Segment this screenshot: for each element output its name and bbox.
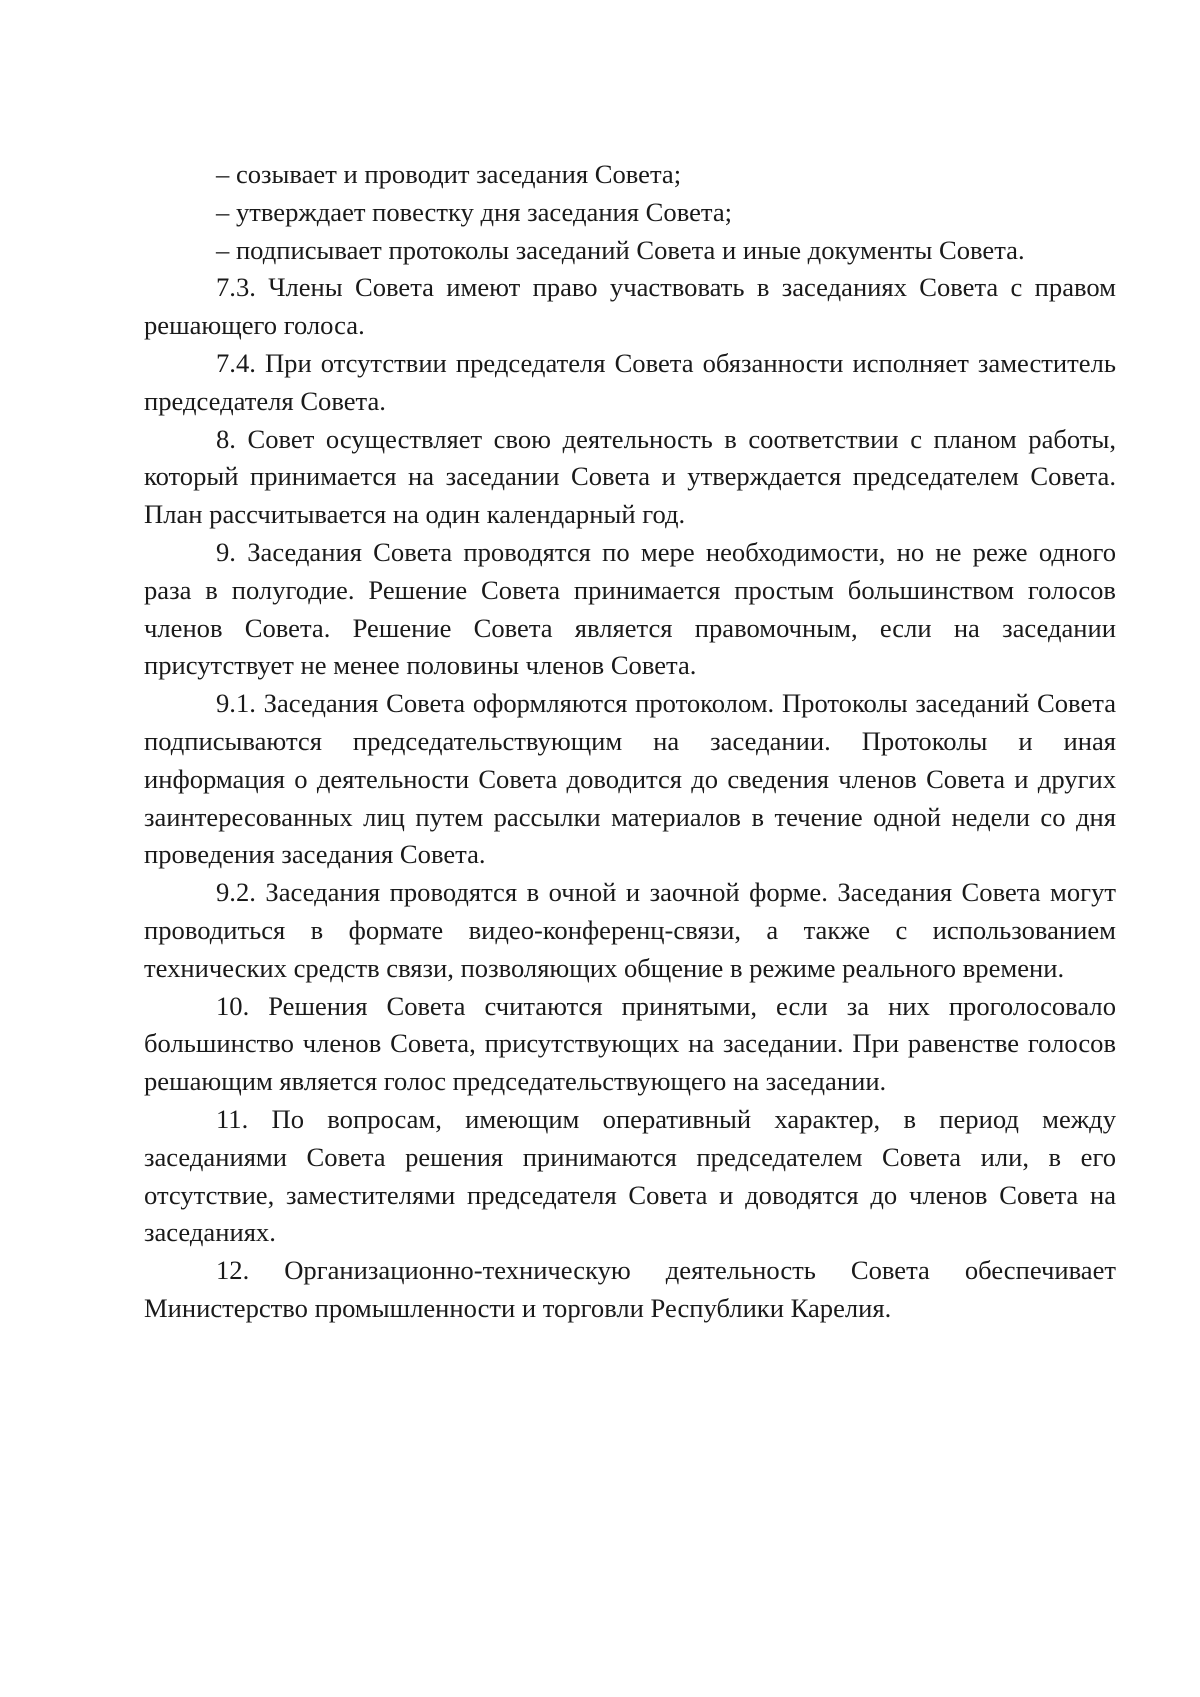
clause-7-3: 7.3. Члены Совета имеют право участвовать в заседаниях Совета с правом решающего голоса. bbox=[144, 272, 1116, 341]
clause-9-2: 9.2. Заседания проводятся в очной и заочной форме. Заседания Совета могут проводиться в формате видео-конференц-связи, а также с использованием технических средств связи, позволяющих общение в режиме реального времени. bbox=[144, 877, 1116, 983]
list-item-convenes-meetings: – созывает и проводит заседания Совета; bbox=[216, 159, 682, 189]
list-item-signs-protocols: – подписывает протоколы заседаний Совета и иные документы Совета. bbox=[216, 234, 1025, 265]
clause-9-1: 9.1. Заседания Совета оформляются протоколом. Протоколы заседаний Совета подписываются председательствующим на заседании. Протоколы и иная информация о деятельности Совета доводится до сведения членов Совета и других заинтересованных лиц путем рассылки материалов в течение одной недели со дня проведения заседания Совета. bbox=[144, 688, 1116, 870]
clause-12: 12. Организационно-техническую деятельность Совета обеспечивает Министерство промышленности и торговли Республики Карелия. bbox=[144, 1255, 1116, 1323]
list-item-approves-agenda: – утверждает повестку дня заседания Совета; bbox=[216, 196, 733, 227]
clause-10: 10. Решения Совета считаются принятыми, если за них проголосовало большинство членов Совета, присутствующих на заседании. При равенстве голосов решающим является голос председательствующего на заседании. bbox=[144, 990, 1116, 1097]
clause-11: 11. По вопросам, имеющим оперативный характер, в период между заседаниями Совета решения принимаются председателем Совета или, в его отсутствие, заместителями председателя Совета и доводятся до членов Совета на заседаниях. bbox=[144, 1103, 1116, 1248]
clause-7-4: 7.4. При отсутствии председателя Совета обязанности исполняет заместитель председателя Совета. bbox=[144, 347, 1116, 416]
document-body bbox=[144, 156, 1116, 1328]
clause-9: 9. Заседания Совета проводятся по мере необходимости, но не реже одного раза в полугодие. Решение Совета принимается простым большинством голосов членов Совета. Решение Совета является правомочным, если на заседании присутствует не менее половины членов Совета. bbox=[144, 536, 1116, 681]
clause-8: 8. Совет осуществляет свою деятельность в соответствии с планом работы, который принимается на заседании Совета и утверждается председателем Совета. План рассчитывается на один календарный год. bbox=[144, 423, 1116, 530]
